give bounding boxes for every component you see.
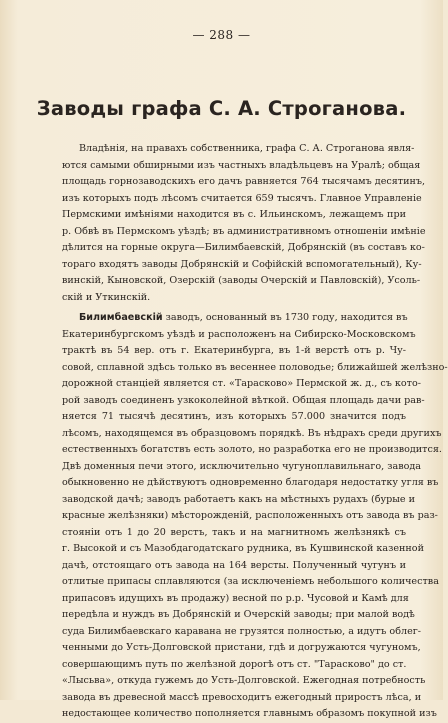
text-line: дѣлится на горные округа—Билимбаевскій, Добрянскій (въ составъ ко- xyxy=(62,242,425,253)
text-line: Пермскими имѣніями находится въ с. Ильинскомъ, лежащемъ при xyxy=(62,209,406,220)
text-line: завода въ древесной массѣ превосходитъ ежегодный приростъ лѣса, и xyxy=(62,691,422,703)
text-line: красные желѣзняки) мѣсторожденій, расположенныхъ отъ завода въ раз- xyxy=(62,510,438,521)
text-line: заводской дачѣ; заводъ работаетъ какъ на мѣстныхъ рудахъ (бурые и xyxy=(62,493,416,505)
text-line: няется 71 тысячѣ десятинъ, изъ которыхъ 57.000 значится подъ xyxy=(62,411,406,422)
text-line: Билимбаевскій заводъ, основанный въ 1730 году, находится въ xyxy=(79,312,408,323)
text-line: лѣсомъ, находящемся въ образцовомъ порядкѣ. Въ нѣдрахъ среди другихъ xyxy=(62,427,442,439)
text-line: обыкновенно не дѣйствуютъ одновременно благодаря недостатку угля въ xyxy=(62,477,439,488)
text-line: р. Обвѣ въ Пермскомъ уѣздѣ; въ административномъ отношеніи имѣніе xyxy=(62,225,426,237)
text-line: Екатеринбургскомъ уѣздѣ и расположенъ на Сибирско-Московскомъ xyxy=(62,328,416,340)
text-line: тораго входятъ заводы Добрянскій и Софійскій вспомогательный), Ку- xyxy=(62,258,422,270)
text-line: трактѣ въ 54 вер. отъ г. Екатеринбурга, въ 1-й верстѣ отъ р. Чу- xyxy=(62,345,406,356)
page-title: Заводы графа С. А. Строганова. xyxy=(36,97,407,120)
text-line: недостающее количество пополняется главнымъ образомъ покупной изъ xyxy=(62,708,437,719)
text-line: припасовъ идущихъ въ продажу) весной по р.р. Чусовой и Камѣ для xyxy=(62,592,409,604)
text-line: передѣла и нуждъ въ Добрянскій и Очерскій заводы; при малой водѣ xyxy=(62,609,415,620)
text-line: г. Высокой и съ Мазобдагодатскаго рудника, въ Кушвинской казенной xyxy=(62,543,424,554)
text-line: совершающимъ путь по желѣзной дорогѣ отъ ст. "Тарасково" до ст. xyxy=(62,658,407,670)
paragraph-lead: Билимбаевскій xyxy=(79,312,163,323)
text-line: суда Билимбаевскаго каравана не грузятся полностью, а идутъ облег- xyxy=(62,625,422,637)
page-number: — 288 — xyxy=(192,28,251,42)
text-line: стояніи отъ 1 до 20 верстъ, такъ и на магнитномъ желѣзнякѣ съ xyxy=(62,526,406,538)
text-line: площадь горнозаводскихъ его дачъ равняется 764 тысячамъ десятинъ, xyxy=(62,176,426,187)
text-line: отлитые припасы сплавляются (за исключеніемъ небольшого количества xyxy=(62,576,439,587)
body-text xyxy=(62,141,448,723)
text-line: винскій, Кыновской, Озерскій (заводы Очерскій и Павловскій), Усоль- xyxy=(62,275,421,286)
text-line: Владѣнія, на правахъ собственника, графа С. А. Строганова явля- xyxy=(79,143,415,154)
text-line: «Лысьва», откуда гужемъ до Усть-Долговской. Ежегодная потребность xyxy=(62,675,426,686)
text-line: совой, сплавной здѣсь только въ весеннее половодье; ближайшей желѣзно- xyxy=(62,361,448,373)
text-line: ются самыми обширными изъ частныхъ владѣльцевъ на Уралѣ; общая xyxy=(62,159,421,171)
text-line: Двѣ доменныя печи этого, исключительно чугуноплавильнаго, завода xyxy=(62,460,421,472)
text-line: изъ которыхъ подъ лѣсомъ считается 659 тысячъ. Главное Управленіе xyxy=(62,192,422,204)
text-line: естественныхъ богатствъ есть золото, но разработка его не производится. xyxy=(62,444,442,455)
text-line: рой заводъ соединенъ узкоколейной вѣткой. Общая площадь дачи рав- xyxy=(62,394,425,406)
text-line: скій и Уткинскій. xyxy=(62,291,151,303)
text-line: ченными до Усть-Долговской пристани, гдѣ и догружаются чугуномъ, xyxy=(62,642,421,653)
text-line: дачѣ, отстоящаго отъ завода на 164 версты. Полученный чугунъ и xyxy=(62,559,406,571)
text-line: дорожной станціей является ст. «Тарасково» Пермской ж. д., съ кото- xyxy=(62,378,421,389)
